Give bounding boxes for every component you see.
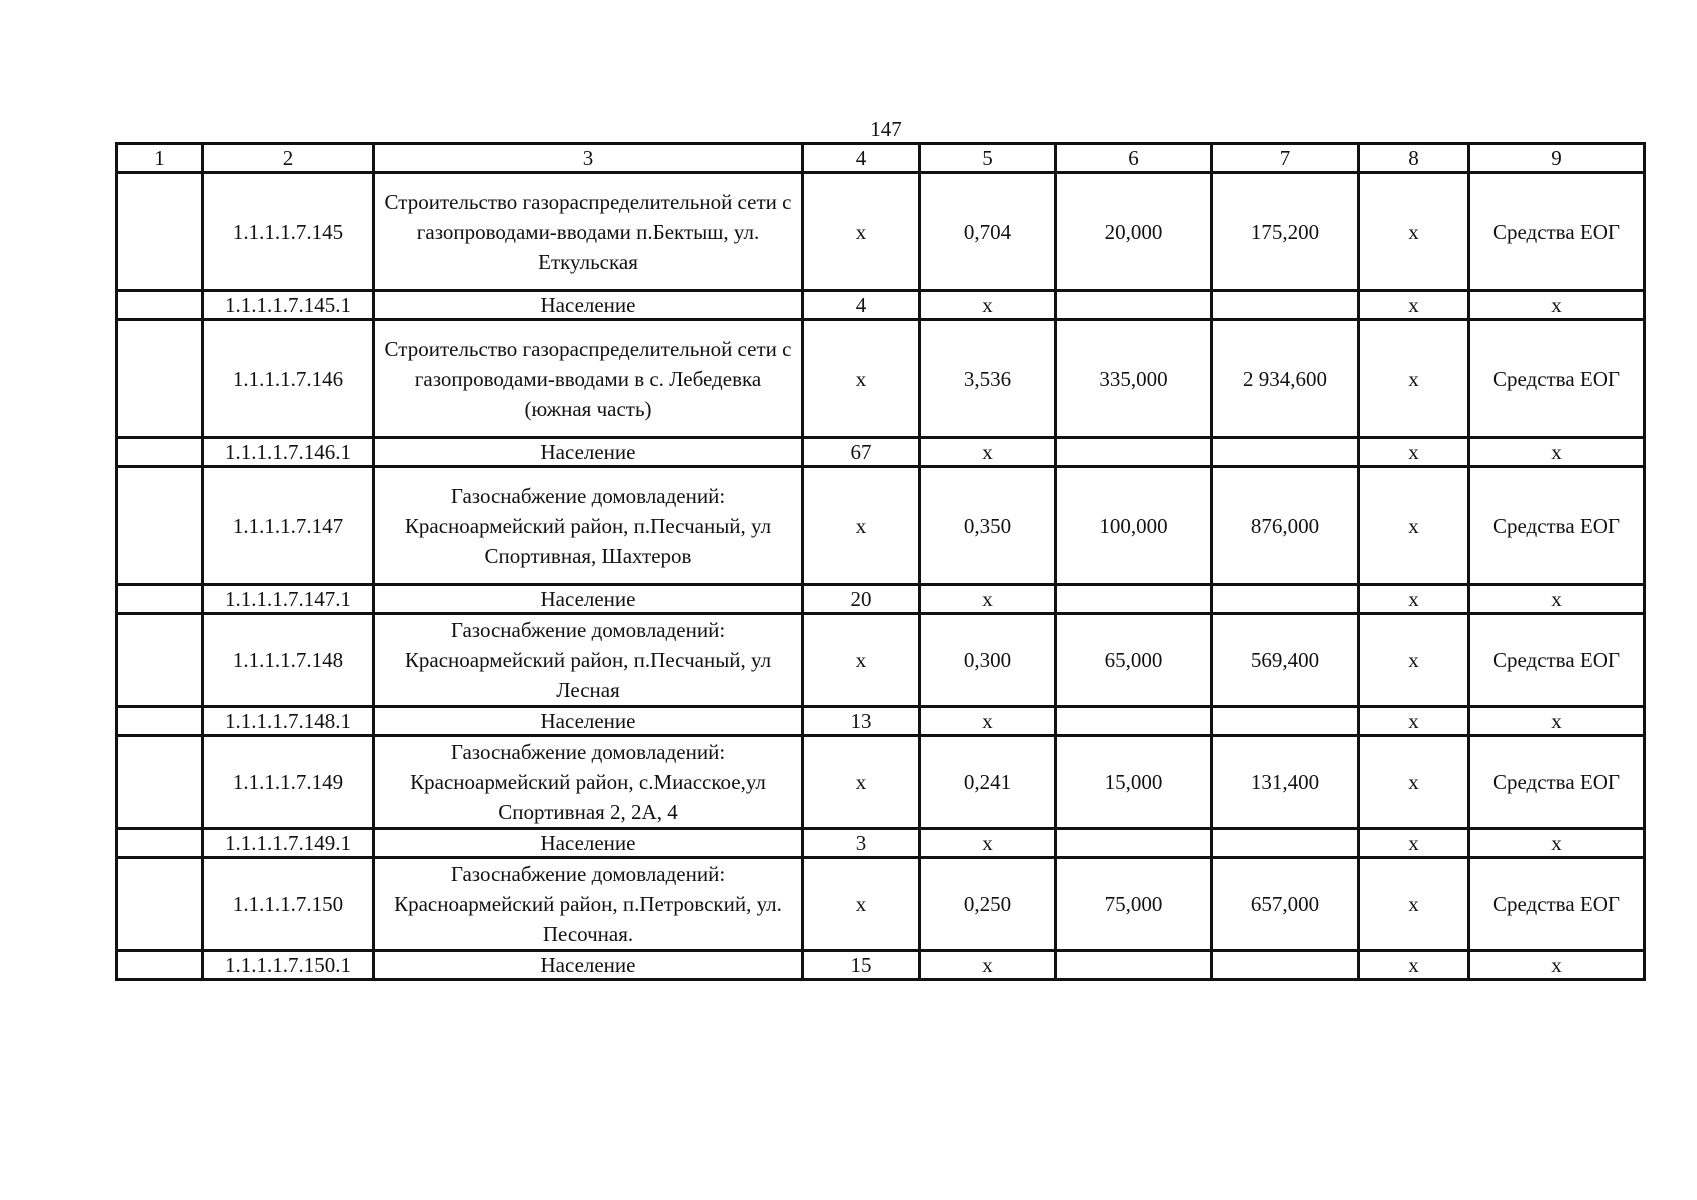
cell-col5: 0,250	[920, 858, 1056, 951]
cell-col4: 15	[803, 951, 920, 980]
cell-col7	[1212, 585, 1359, 614]
table-subrow	[117, 829, 1645, 858]
cell-col6: 20,000	[1056, 173, 1212, 291]
column-header: 2	[203, 144, 374, 173]
cell-description: Население	[374, 291, 803, 320]
cell-col5: х	[920, 291, 1056, 320]
cell-col6	[1056, 291, 1212, 320]
cell-description: Население	[374, 707, 803, 736]
cell-col9: Средства ЕОГ	[1469, 858, 1645, 951]
cell-code: 1.1.1.1.7.150.1	[203, 951, 374, 980]
cell-col6	[1056, 829, 1212, 858]
cell-col7: 876,000	[1212, 467, 1359, 585]
cell-col9: Средства ЕОГ	[1469, 173, 1645, 291]
table-subrow	[117, 951, 1645, 980]
cell-col9: Средства ЕОГ	[1469, 320, 1645, 438]
cell-col6	[1056, 707, 1212, 736]
cell-col4: 4	[803, 291, 920, 320]
cell-code: 1.1.1.1.7.148	[203, 614, 374, 707]
cell-col1	[117, 829, 203, 858]
cell-col7: 175,200	[1212, 173, 1359, 291]
cell-description: Газоснабжение домовладений: Красноармейский район, п.Песчаный, ул Лесная	[374, 614, 803, 707]
column-header: 5	[920, 144, 1056, 173]
cell-col4: х	[803, 320, 920, 438]
cell-col8: х	[1359, 320, 1469, 438]
cell-description: Население	[374, 951, 803, 980]
cell-code: 1.1.1.1.7.149.1	[203, 829, 374, 858]
table-subrow	[117, 585, 1645, 614]
cell-col8: х	[1359, 438, 1469, 467]
cell-col8: х	[1359, 736, 1469, 829]
cell-code: 1.1.1.1.7.147.1	[203, 585, 374, 614]
cell-col7	[1212, 438, 1359, 467]
cell-code: 1.1.1.1.7.145.1	[203, 291, 374, 320]
cell-col1	[117, 291, 203, 320]
cell-col6: 65,000	[1056, 614, 1212, 707]
cell-description: Газоснабжение домовладений: Красноармейский район, п.Песчаный, ул Спортивная, Шахтеров	[374, 467, 803, 585]
cell-col1	[117, 438, 203, 467]
cell-code: 1.1.1.1.7.149	[203, 736, 374, 829]
cell-col7: 657,000	[1212, 858, 1359, 951]
cell-col9: х	[1469, 951, 1645, 980]
cell-col7	[1212, 707, 1359, 736]
table-row	[117, 173, 1645, 291]
cell-col6: 75,000	[1056, 858, 1212, 951]
cell-col4: 20	[803, 585, 920, 614]
table-row	[117, 320, 1645, 438]
cell-col1	[117, 320, 203, 438]
cell-col5: х	[920, 951, 1056, 980]
column-header: 8	[1359, 144, 1469, 173]
page-number: 147	[870, 117, 902, 141]
cell-col5: х	[920, 829, 1056, 858]
cell-col7	[1212, 291, 1359, 320]
cell-col1	[117, 858, 203, 951]
cell-code: 1.1.1.1.7.146.1	[203, 438, 374, 467]
cell-col5: х	[920, 707, 1056, 736]
cell-description: Газоснабжение домовладений: Красноармейский район, с.Миасское,ул Спортивная 2, 2А, 4	[374, 736, 803, 829]
cell-code: 1.1.1.1.7.145	[203, 173, 374, 291]
cell-col5: 0,241	[920, 736, 1056, 829]
column-header: 6	[1056, 144, 1212, 173]
cell-col7: 2 934,600	[1212, 320, 1359, 438]
cell-col5: 3,536	[920, 320, 1056, 438]
cell-col6: 335,000	[1056, 320, 1212, 438]
cell-col5: 0,704	[920, 173, 1056, 291]
column-header: 4	[803, 144, 920, 173]
cell-description: Строительство газораспределительной сети с газопроводами-вводами п.Бектыш, ул. Еткульская	[374, 173, 803, 291]
cell-col6: 15,000	[1056, 736, 1212, 829]
column-header: 1	[117, 144, 203, 173]
cell-col8: х	[1359, 707, 1469, 736]
cell-col8: х	[1359, 467, 1469, 585]
cell-col6	[1056, 951, 1212, 980]
cell-description: Строительство газораспределительной сети с газопроводами-вводами в с. Лебедевка (южная часть)	[374, 320, 803, 438]
column-header: 7	[1212, 144, 1359, 173]
table-subrow	[117, 438, 1645, 467]
cell-col8: х	[1359, 614, 1469, 707]
cell-code: 1.1.1.1.7.146	[203, 320, 374, 438]
cell-col9: х	[1469, 829, 1645, 858]
cell-col7	[1212, 951, 1359, 980]
cell-col4: х	[803, 614, 920, 707]
cell-col4: х	[803, 467, 920, 585]
cell-col4: х	[803, 858, 920, 951]
cell-col9: Средства ЕОГ	[1469, 614, 1645, 707]
cell-description: Население	[374, 585, 803, 614]
cell-col8: х	[1359, 291, 1469, 320]
cell-col5: 0,300	[920, 614, 1056, 707]
cell-col8: х	[1359, 585, 1469, 614]
table-subrow	[117, 291, 1645, 320]
table-subrow	[117, 707, 1645, 736]
cell-description: Население	[374, 438, 803, 467]
cell-col9: х	[1469, 438, 1645, 467]
cell-col5: 0,350	[920, 467, 1056, 585]
cell-col6	[1056, 438, 1212, 467]
cell-col7: 569,400	[1212, 614, 1359, 707]
cell-col1	[117, 951, 203, 980]
cell-col9: Средства ЕОГ	[1469, 736, 1645, 829]
cell-col4: 13	[803, 707, 920, 736]
data-table	[115, 142, 1646, 981]
cell-col9: х	[1469, 291, 1645, 320]
cell-col5: х	[920, 438, 1056, 467]
header-row	[117, 144, 1645, 173]
cell-col5: х	[920, 585, 1056, 614]
cell-col4: 67	[803, 438, 920, 467]
cell-description: Население	[374, 829, 803, 858]
cell-col9: Средства ЕОГ	[1469, 467, 1645, 585]
cell-col9: х	[1469, 585, 1645, 614]
cell-col4: х	[803, 173, 920, 291]
table-row	[117, 467, 1645, 585]
cell-col8: х	[1359, 173, 1469, 291]
cell-col7	[1212, 829, 1359, 858]
cell-col8: х	[1359, 951, 1469, 980]
table-row	[117, 858, 1645, 951]
column-header: 3	[374, 144, 803, 173]
cell-col6	[1056, 585, 1212, 614]
cell-code: 1.1.1.1.7.150	[203, 858, 374, 951]
table-row	[117, 614, 1645, 707]
cell-col7: 131,400	[1212, 736, 1359, 829]
table-row	[117, 736, 1645, 829]
cell-col8: х	[1359, 829, 1469, 858]
cell-code: 1.1.1.1.7.148.1	[203, 707, 374, 736]
cell-col6: 100,000	[1056, 467, 1212, 585]
cell-col1	[117, 614, 203, 707]
cell-col1	[117, 736, 203, 829]
cell-col9: х	[1469, 707, 1645, 736]
cell-description: Газоснабжение домовладений: Красноармейский район, п.Петровский, ул. Песочная.	[374, 858, 803, 951]
cell-col1	[117, 467, 203, 585]
cell-code: 1.1.1.1.7.147	[203, 467, 374, 585]
cell-col1	[117, 585, 203, 614]
cell-col8: х	[1359, 858, 1469, 951]
cell-col4: 3	[803, 829, 920, 858]
column-header: 9	[1469, 144, 1645, 173]
cell-col4: х	[803, 736, 920, 829]
cell-col1	[117, 707, 203, 736]
cell-col1	[117, 173, 203, 291]
